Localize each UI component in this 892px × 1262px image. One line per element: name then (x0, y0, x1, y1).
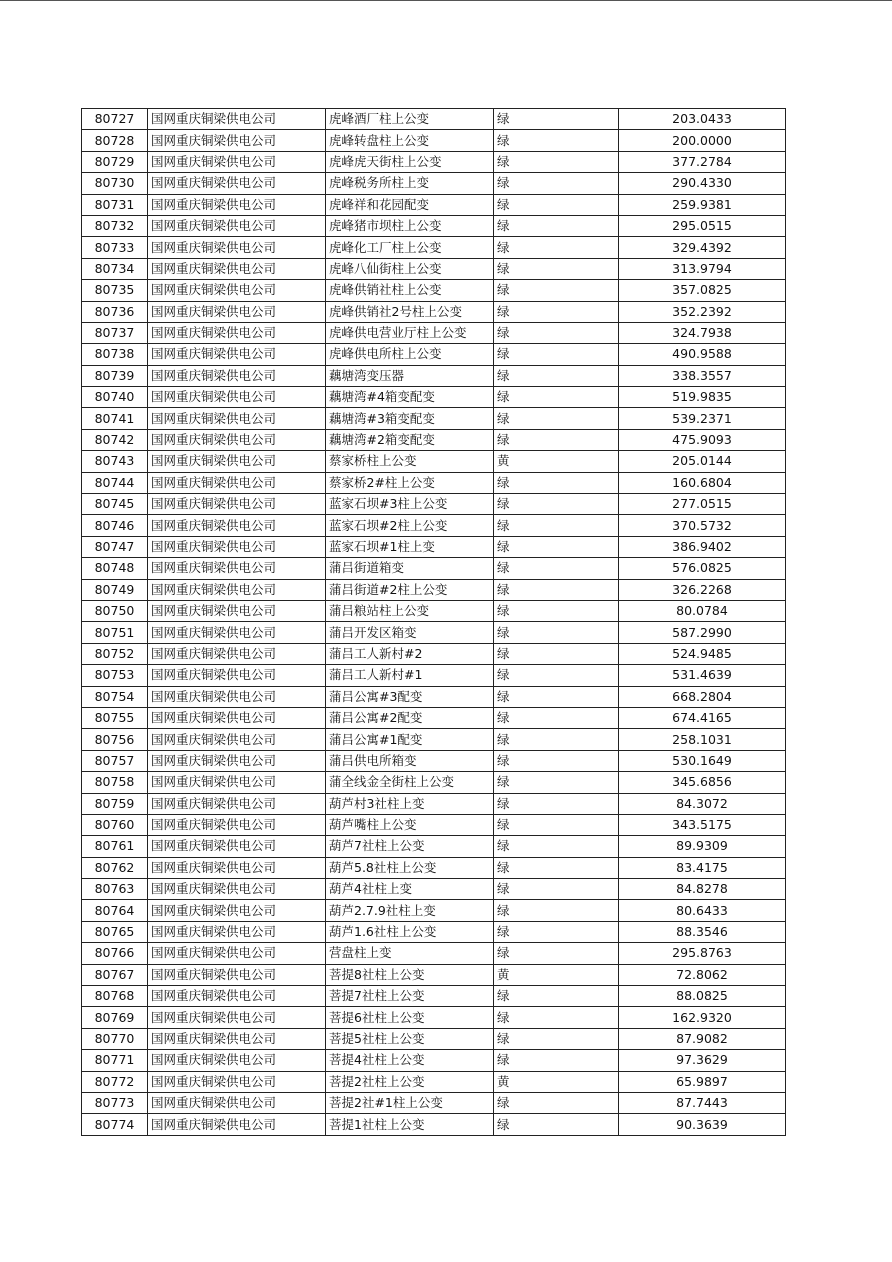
value-cell: 90.3639 (619, 1114, 786, 1135)
status-cell: 绿 (494, 109, 619, 130)
transformer-name-cell: 虎峰虎天街柱上公变 (326, 151, 494, 172)
transformer-name-cell: 菩提8社柱上公变 (326, 964, 494, 985)
company-cell: 国网重庆铜梁供电公司 (148, 322, 326, 343)
transformer-name-cell: 葫芦1.6社柱上公变 (326, 921, 494, 942)
table-row (82, 900, 786, 921)
transformer-name-cell: 蒲吕粮站柱上公变 (326, 600, 494, 621)
table-row (82, 408, 786, 429)
row-id-cell: 80729 (82, 151, 148, 172)
transformer-name-cell: 虎峰供电营业厅柱上公变 (326, 322, 494, 343)
status-cell: 绿 (494, 900, 619, 921)
value-cell: 200.0000 (619, 130, 786, 151)
transformer-name-cell: 虎峰供电所柱上公变 (326, 344, 494, 365)
status-cell: 黄 (494, 1071, 619, 1092)
transformer-name-cell: 菩提1社柱上公变 (326, 1114, 494, 1135)
row-id-cell: 80746 (82, 515, 148, 536)
status-cell: 绿 (494, 322, 619, 343)
company-cell: 国网重庆铜梁供电公司 (148, 665, 326, 686)
status-cell: 绿 (494, 600, 619, 621)
transformer-name-cell: 虎峰八仙街柱上公变 (326, 258, 494, 279)
value-cell: 258.1031 (619, 729, 786, 750)
status-cell: 绿 (494, 1114, 619, 1135)
company-cell: 国网重庆铜梁供电公司 (148, 814, 326, 835)
transformer-name-cell: 蔡家桥柱上公变 (326, 451, 494, 472)
transformer-name-cell: 菩提4社柱上公变 (326, 1050, 494, 1071)
table-row (82, 387, 786, 408)
value-cell: 343.5175 (619, 814, 786, 835)
table-row (82, 472, 786, 493)
status-cell: 绿 (494, 215, 619, 236)
status-cell: 绿 (494, 986, 619, 1007)
company-cell: 国网重庆铜梁供电公司 (148, 772, 326, 793)
value-cell: 345.6856 (619, 772, 786, 793)
value-cell: 80.6433 (619, 900, 786, 921)
value-cell: 377.2784 (619, 151, 786, 172)
value-cell: 539.2371 (619, 408, 786, 429)
transformer-name-cell: 蓝家石坝#3柱上公变 (326, 494, 494, 515)
transformer-name-cell: 蒲吕公寓#1配变 (326, 729, 494, 750)
row-id-cell: 80751 (82, 622, 148, 643)
row-id-cell: 80734 (82, 258, 148, 279)
table-row (82, 836, 786, 857)
table-row (82, 322, 786, 343)
status-cell: 绿 (494, 707, 619, 728)
value-cell: 313.9794 (619, 258, 786, 279)
transformer-name-cell: 葫芦2.7.9社柱上变 (326, 900, 494, 921)
value-cell: 490.9588 (619, 344, 786, 365)
row-id-cell: 80752 (82, 643, 148, 664)
company-cell: 国网重庆铜梁供电公司 (148, 1007, 326, 1028)
value-cell: 295.0515 (619, 215, 786, 236)
table-row (82, 109, 786, 130)
company-cell: 国网重庆铜梁供电公司 (148, 1092, 326, 1113)
status-cell: 绿 (494, 237, 619, 258)
transformer-name-cell: 蒲吕街道箱变 (326, 558, 494, 579)
row-id-cell: 80758 (82, 772, 148, 793)
row-id-cell: 80730 (82, 173, 148, 194)
row-id-cell: 80759 (82, 793, 148, 814)
status-cell: 绿 (494, 301, 619, 322)
status-cell: 绿 (494, 194, 619, 215)
row-id-cell: 80744 (82, 472, 148, 493)
status-cell: 绿 (494, 772, 619, 793)
transformer-name-cell: 蔡家桥2#柱上公变 (326, 472, 494, 493)
status-cell: 绿 (494, 1050, 619, 1071)
table-row (82, 772, 786, 793)
status-cell: 绿 (494, 494, 619, 515)
status-cell: 绿 (494, 836, 619, 857)
value-cell: 87.7443 (619, 1092, 786, 1113)
value-cell: 531.4639 (619, 665, 786, 686)
row-id-cell: 80762 (82, 857, 148, 878)
value-cell: 83.4175 (619, 857, 786, 878)
table-row (82, 986, 786, 1007)
value-cell: 475.9093 (619, 429, 786, 450)
status-cell: 绿 (494, 857, 619, 878)
table-row (82, 879, 786, 900)
status-cell: 绿 (494, 515, 619, 536)
row-id-cell: 80733 (82, 237, 148, 258)
status-cell: 绿 (494, 686, 619, 707)
value-cell: 370.5732 (619, 515, 786, 536)
transformer-name-cell: 蒲吕公寓#3配变 (326, 686, 494, 707)
status-cell: 黄 (494, 964, 619, 985)
value-cell: 329.4392 (619, 237, 786, 258)
value-cell: 72.8062 (619, 964, 786, 985)
transformer-name-cell: 菩提2社柱上公变 (326, 1071, 494, 1092)
table-row (82, 857, 786, 878)
value-cell: 203.0433 (619, 109, 786, 130)
value-cell: 87.9082 (619, 1028, 786, 1049)
status-cell: 绿 (494, 729, 619, 750)
company-cell: 国网重庆铜梁供电公司 (148, 857, 326, 878)
status-cell: 绿 (494, 879, 619, 900)
table-row (82, 964, 786, 985)
row-id-cell: 80765 (82, 921, 148, 942)
company-cell: 国网重庆铜梁供电公司 (148, 301, 326, 322)
table-row (82, 707, 786, 728)
value-cell: 587.2990 (619, 622, 786, 643)
value-cell: 97.3629 (619, 1050, 786, 1071)
company-cell: 国网重庆铜梁供电公司 (148, 879, 326, 900)
value-cell: 352.2392 (619, 301, 786, 322)
table-row (82, 280, 786, 301)
transformer-name-cell: 蓝家石坝#1柱上变 (326, 536, 494, 557)
status-cell: 绿 (494, 258, 619, 279)
row-id-cell: 80754 (82, 686, 148, 707)
status-cell: 绿 (494, 1092, 619, 1113)
table-row (82, 151, 786, 172)
transformer-name-cell: 虎峰酒厂柱上公变 (326, 109, 494, 130)
row-id-cell: 80739 (82, 365, 148, 386)
transformer-table (81, 108, 786, 1136)
table-row (82, 173, 786, 194)
status-cell: 绿 (494, 173, 619, 194)
status-cell: 绿 (494, 408, 619, 429)
table-body (82, 109, 786, 1136)
company-cell: 国网重庆铜梁供电公司 (148, 451, 326, 472)
value-cell: 519.9835 (619, 387, 786, 408)
value-cell: 386.9402 (619, 536, 786, 557)
row-id-cell: 80728 (82, 130, 148, 151)
status-cell: 黄 (494, 451, 619, 472)
transformer-name-cell: 虎峰转盘柱上公变 (326, 130, 494, 151)
status-cell: 绿 (494, 365, 619, 386)
company-cell: 国网重庆铜梁供电公司 (148, 643, 326, 664)
status-cell: 绿 (494, 665, 619, 686)
company-cell: 国网重庆铜梁供电公司 (148, 964, 326, 985)
row-id-cell: 80753 (82, 665, 148, 686)
row-id-cell: 80769 (82, 1007, 148, 1028)
table-row (82, 558, 786, 579)
status-cell: 绿 (494, 793, 619, 814)
company-cell: 国网重庆铜梁供电公司 (148, 494, 326, 515)
row-id-cell: 80743 (82, 451, 148, 472)
table-row (82, 215, 786, 236)
row-id-cell: 80773 (82, 1092, 148, 1113)
table-row (82, 1071, 786, 1092)
value-cell: 205.0144 (619, 451, 786, 472)
value-cell: 326.2268 (619, 579, 786, 600)
company-cell: 国网重庆铜梁供电公司 (148, 579, 326, 600)
value-cell: 324.7938 (619, 322, 786, 343)
transformer-name-cell: 虎峰税务所柱上变 (326, 173, 494, 194)
table-row (82, 344, 786, 365)
value-cell: 88.3546 (619, 921, 786, 942)
table-row (82, 515, 786, 536)
row-id-cell: 80741 (82, 408, 148, 429)
row-id-cell: 80742 (82, 429, 148, 450)
value-cell: 668.2804 (619, 686, 786, 707)
transformer-name-cell: 蓝家石坝#2柱上公变 (326, 515, 494, 536)
company-cell: 国网重庆铜梁供电公司 (148, 836, 326, 857)
table-row (82, 686, 786, 707)
company-cell: 国网重庆铜梁供电公司 (148, 943, 326, 964)
row-id-cell: 80756 (82, 729, 148, 750)
row-id-cell: 80731 (82, 194, 148, 215)
value-cell: 80.0784 (619, 600, 786, 621)
value-cell: 84.3072 (619, 793, 786, 814)
row-id-cell: 80770 (82, 1028, 148, 1049)
value-cell: 88.0825 (619, 986, 786, 1007)
company-cell: 国网重庆铜梁供电公司 (148, 344, 326, 365)
transformer-name-cell: 葫芦5.8社柱上公变 (326, 857, 494, 878)
row-id-cell: 80738 (82, 344, 148, 365)
table-row (82, 429, 786, 450)
company-cell: 国网重庆铜梁供电公司 (148, 622, 326, 643)
table-row (82, 921, 786, 942)
transformer-name-cell: 蒲吕供电所箱变 (326, 750, 494, 771)
status-cell: 绿 (494, 429, 619, 450)
value-cell: 89.9309 (619, 836, 786, 857)
row-id-cell: 80749 (82, 579, 148, 600)
company-cell: 国网重庆铜梁供电公司 (148, 237, 326, 258)
company-cell: 国网重庆铜梁供电公司 (148, 900, 326, 921)
row-id-cell: 80768 (82, 986, 148, 1007)
company-cell: 国网重庆铜梁供电公司 (148, 130, 326, 151)
status-cell: 绿 (494, 280, 619, 301)
transformer-name-cell: 虎峰供销社柱上公变 (326, 280, 494, 301)
table-row (82, 301, 786, 322)
status-cell: 绿 (494, 622, 619, 643)
transformer-name-cell: 藕塘湾#2箱变配变 (326, 429, 494, 450)
value-cell: 259.9381 (619, 194, 786, 215)
transformer-name-cell: 蒲吕工人新村#1 (326, 665, 494, 686)
transformer-name-cell: 菩提2社#1柱上公变 (326, 1092, 494, 1113)
company-cell: 国网重庆铜梁供电公司 (148, 707, 326, 728)
status-cell: 绿 (494, 387, 619, 408)
company-cell: 国网重庆铜梁供电公司 (148, 1114, 326, 1135)
transformer-name-cell: 蒲吕街道#2柱上公变 (326, 579, 494, 600)
company-cell: 国网重庆铜梁供电公司 (148, 986, 326, 1007)
company-cell: 国网重庆铜梁供电公司 (148, 1050, 326, 1071)
status-cell: 绿 (494, 558, 619, 579)
transformer-name-cell: 虎峰猪市坝柱上公变 (326, 215, 494, 236)
table-row (82, 536, 786, 557)
status-cell: 绿 (494, 1028, 619, 1049)
table-row (82, 1028, 786, 1049)
company-cell: 国网重庆铜梁供电公司 (148, 280, 326, 301)
row-id-cell: 80736 (82, 301, 148, 322)
company-cell: 国网重庆铜梁供电公司 (148, 472, 326, 493)
value-cell: 84.8278 (619, 879, 786, 900)
table-row (82, 451, 786, 472)
company-cell: 国网重庆铜梁供电公司 (148, 558, 326, 579)
row-id-cell: 80767 (82, 964, 148, 985)
transformer-name-cell: 菩提6社柱上公变 (326, 1007, 494, 1028)
company-cell: 国网重庆铜梁供电公司 (148, 793, 326, 814)
company-cell: 国网重庆铜梁供电公司 (148, 921, 326, 942)
table-row (82, 579, 786, 600)
row-id-cell: 80774 (82, 1114, 148, 1135)
transformer-name-cell: 虎峰化工厂柱上公变 (326, 237, 494, 258)
table-row (82, 622, 786, 643)
table-row (82, 729, 786, 750)
status-cell: 绿 (494, 344, 619, 365)
company-cell: 国网重庆铜梁供电公司 (148, 515, 326, 536)
status-cell: 绿 (494, 130, 619, 151)
transformer-name-cell: 菩提5社柱上公变 (326, 1028, 494, 1049)
row-id-cell: 80771 (82, 1050, 148, 1071)
value-cell: 160.6804 (619, 472, 786, 493)
transformer-name-cell: 葫芦嘴柱上公变 (326, 814, 494, 835)
status-cell: 绿 (494, 1007, 619, 1028)
company-cell: 国网重庆铜梁供电公司 (148, 600, 326, 621)
status-cell: 绿 (494, 472, 619, 493)
table-row (82, 258, 786, 279)
transformer-name-cell: 藕塘湾#3箱变配变 (326, 408, 494, 429)
company-cell: 国网重庆铜梁供电公司 (148, 1071, 326, 1092)
company-cell: 国网重庆铜梁供电公司 (148, 729, 326, 750)
status-cell: 绿 (494, 579, 619, 600)
status-cell: 绿 (494, 814, 619, 835)
row-id-cell: 80750 (82, 600, 148, 621)
value-cell: 295.8763 (619, 943, 786, 964)
company-cell: 国网重庆铜梁供电公司 (148, 429, 326, 450)
company-cell: 国网重庆铜梁供电公司 (148, 750, 326, 771)
table-row (82, 600, 786, 621)
table-row (82, 1092, 786, 1113)
status-cell: 绿 (494, 750, 619, 771)
page-top-border (0, 0, 892, 1)
row-id-cell: 80766 (82, 943, 148, 964)
status-cell: 绿 (494, 151, 619, 172)
company-cell: 国网重庆铜梁供电公司 (148, 109, 326, 130)
value-cell: 65.9897 (619, 1071, 786, 1092)
row-id-cell: 80747 (82, 536, 148, 557)
status-cell: 绿 (494, 643, 619, 664)
table-row (82, 237, 786, 258)
transformer-name-cell: 虎峰祥和花园配变 (326, 194, 494, 215)
row-id-cell: 80760 (82, 814, 148, 835)
table-row (82, 494, 786, 515)
row-id-cell: 80772 (82, 1071, 148, 1092)
table-row (82, 365, 786, 386)
transformer-name-cell: 蒲吕公寓#2配变 (326, 707, 494, 728)
value-cell: 290.4330 (619, 173, 786, 194)
table-row (82, 1114, 786, 1135)
table-row (82, 665, 786, 686)
value-cell: 162.9320 (619, 1007, 786, 1028)
table-row (82, 943, 786, 964)
transformer-name-cell: 藕塘湾#4箱变配变 (326, 387, 494, 408)
transformer-name-cell: 葫芦7社柱上公变 (326, 836, 494, 857)
value-cell: 357.0825 (619, 280, 786, 301)
transformer-name-cell: 营盘柱上变 (326, 943, 494, 964)
transformer-name-cell: 葫芦村3社柱上变 (326, 793, 494, 814)
company-cell: 国网重庆铜梁供电公司 (148, 173, 326, 194)
transformer-name-cell: 菩提7社柱上公变 (326, 986, 494, 1007)
transformer-name-cell: 蒲吕开发区箱变 (326, 622, 494, 643)
table-row (82, 750, 786, 771)
status-cell: 绿 (494, 921, 619, 942)
table-row (82, 1007, 786, 1028)
row-id-cell: 80735 (82, 280, 148, 301)
company-cell: 国网重庆铜梁供电公司 (148, 151, 326, 172)
company-cell: 国网重庆铜梁供电公司 (148, 408, 326, 429)
row-id-cell: 80745 (82, 494, 148, 515)
row-id-cell: 80757 (82, 750, 148, 771)
value-cell: 576.0825 (619, 558, 786, 579)
company-cell: 国网重庆铜梁供电公司 (148, 258, 326, 279)
table-row (82, 130, 786, 151)
transformer-name-cell: 蒲吕工人新村#2 (326, 643, 494, 664)
table-row (82, 643, 786, 664)
value-cell: 277.0515 (619, 494, 786, 515)
value-cell: 530.1649 (619, 750, 786, 771)
company-cell: 国网重庆铜梁供电公司 (148, 365, 326, 386)
table-row (82, 1050, 786, 1071)
value-cell: 674.4165 (619, 707, 786, 728)
row-id-cell: 80761 (82, 836, 148, 857)
row-id-cell: 80748 (82, 558, 148, 579)
row-id-cell: 80755 (82, 707, 148, 728)
company-cell: 国网重庆铜梁供电公司 (148, 194, 326, 215)
row-id-cell: 80763 (82, 879, 148, 900)
value-cell: 524.9485 (619, 643, 786, 664)
transformer-name-cell: 藕塘湾变压器 (326, 365, 494, 386)
company-cell: 国网重庆铜梁供电公司 (148, 1028, 326, 1049)
transformer-name-cell: 葫芦4社柱上变 (326, 879, 494, 900)
table-row (82, 793, 786, 814)
company-cell: 国网重庆铜梁供电公司 (148, 387, 326, 408)
row-id-cell: 80737 (82, 322, 148, 343)
transformer-name-cell: 蒲全线金全街柱上公变 (326, 772, 494, 793)
transformer-name-cell: 虎峰供销社2号柱上公变 (326, 301, 494, 322)
company-cell: 国网重庆铜梁供电公司 (148, 215, 326, 236)
row-id-cell: 80732 (82, 215, 148, 236)
row-id-cell: 80727 (82, 109, 148, 130)
row-id-cell: 80764 (82, 900, 148, 921)
company-cell: 国网重庆铜梁供电公司 (148, 686, 326, 707)
table-row (82, 194, 786, 215)
value-cell: 338.3557 (619, 365, 786, 386)
row-id-cell: 80740 (82, 387, 148, 408)
company-cell: 国网重庆铜梁供电公司 (148, 536, 326, 557)
status-cell: 绿 (494, 943, 619, 964)
table-row (82, 814, 786, 835)
status-cell: 绿 (494, 536, 619, 557)
